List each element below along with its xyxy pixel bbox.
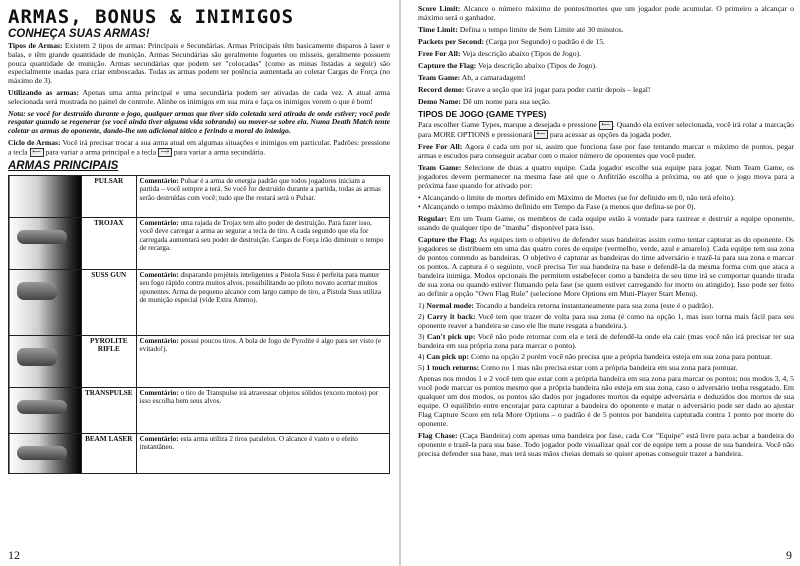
option-text: Ah, a camaradagem! bbox=[460, 73, 526, 82]
weapon-description bbox=[136, 269, 389, 335]
weapon-description bbox=[136, 433, 389, 473]
right-page bbox=[400, 0, 800, 566]
weapon-description-text: uma rajada de Trojax tem alto poder de destruição. Para fazer isso, você deve carregar a arma ao segurar a tecla de tiro. A cada segundo que ela for carregada aumentará seu poder de destruição. Cargas de Força irão diminuir o tempo de recarga. bbox=[139, 218, 384, 253]
option-line bbox=[418, 97, 794, 106]
option-line bbox=[418, 49, 794, 58]
team-game-paragraph bbox=[418, 163, 794, 190]
free-for-all-paragraph bbox=[418, 142, 794, 160]
using-weapons-paragraph bbox=[8, 89, 390, 107]
capture-the-flag-label: Capture the Flag: bbox=[418, 235, 477, 245]
weapon-image bbox=[9, 175, 82, 217]
key-icon: ⟵ bbox=[30, 148, 44, 157]
game-types-text-a: Para escolher Game Types, marque a desejada e pressione bbox=[418, 120, 599, 129]
option-text: Veja descrição abaixo (Tipos de Jogo). bbox=[460, 49, 582, 58]
comment-label: Comentário: bbox=[139, 336, 179, 345]
page-number: 12 bbox=[8, 548, 20, 562]
flag-chase-label: Flag Chase: bbox=[418, 431, 458, 441]
weapon-cycle-text-b: para variar a arma principal e a tecla bbox=[43, 147, 158, 157]
key-icon: ⟶ bbox=[158, 148, 172, 157]
mode-text: Você não pode retornar com ela e terá de defendê-la onde ela cair (mas você não irá precisar ter sua bandeira em sua própria zona para marcar o ponto). bbox=[418, 332, 795, 351]
mode-number: 4) bbox=[418, 352, 425, 362]
comment-label: Comentário: bbox=[139, 218, 179, 227]
mode-number: 3) bbox=[418, 332, 425, 342]
option-text: (Carga por Segundo) o padrão é de 15. bbox=[484, 37, 605, 46]
mode-label: 1 touch returns: bbox=[426, 363, 480, 373]
regular-label: Regular: bbox=[418, 214, 448, 224]
section-title: ARMAS PRINCIPAIS bbox=[8, 159, 119, 172]
weapon-row bbox=[9, 433, 390, 473]
option-label: Team Game: bbox=[418, 73, 461, 82]
weapon-cycle-text-a: Você irá precisar trocar a sua arma atual em algumas situações e inimigos em particular. Padrões: pressione a tecla bbox=[8, 137, 390, 157]
game-types-heading: TIPOS DE JOGO (GAME TYPES) bbox=[418, 109, 547, 119]
mode-text: Como na opção 2 porém você não precisa que a própria bandeira esteja em sua zona para pontuar. bbox=[469, 352, 772, 362]
weapon-row bbox=[9, 387, 390, 433]
option-label: Demo Name: bbox=[418, 97, 461, 106]
flag-chase-paragraph bbox=[418, 431, 794, 458]
option-line bbox=[418, 4, 794, 22]
list-item bbox=[418, 352, 794, 361]
weapon-description-text: o tiro de Transpulse irá atravessar objetos sólidos (exceto motos) por isso escolha bem seus alvos. bbox=[139, 388, 379, 406]
bullet-item: • Alcançando o limite de mortes definido em Máximo de Mortes (se for definido em 0, não terá efeito). bbox=[418, 193, 735, 203]
option-text: Alcance o número máximo de pontos/mortes que um jogador pode acumular. O primeiro a alcançar o máximo será o ganhador. bbox=[418, 4, 794, 22]
regular-text: Em um Team Game, os membros de cada equipe estão à vontade para rastrear e destruir a equipe oponente, usando de qualquer tipo de "manha" disponível para isso. bbox=[418, 214, 794, 233]
comment-label: Comentário: bbox=[139, 270, 179, 279]
weapon-row bbox=[9, 269, 390, 335]
comment-label: Comentário: bbox=[139, 434, 179, 443]
weapon-image bbox=[9, 217, 82, 269]
weapons-table bbox=[8, 175, 390, 474]
bullet-item: • Alcançando o tempo máximo definido em Tempo da Fase (a menos que defina-se por 0). bbox=[418, 202, 696, 212]
list-item bbox=[418, 312, 794, 330]
flag-chase-text: (Caça Bandeira) com apenas uma bandeira por fase, cada Cor "Equipe" está livre para achar a bandeira do oponente e trazê-la para sua base. Todo jogador pode visualizar qual cor de equipe tem a posse de sua bandeira. Você não precisa defender sua base, mas terá suas mãos cheias demais se quiser apenas conseguir trazer a bandeira. bbox=[418, 431, 794, 459]
weapon-types-paragraph bbox=[8, 42, 390, 86]
mode-text: Como no 1 mas não precisa estar com a própria bandeira em sua zona para pontuar. bbox=[479, 363, 738, 373]
game-types-intro bbox=[418, 120, 794, 139]
weapon-name: SUSS GUN bbox=[82, 269, 137, 335]
mode-number: 2) bbox=[418, 312, 425, 322]
weapon-description-text: esta arma utiliza 2 tiros paralelos. O alcance é vasto e o efeito instantâneo. bbox=[139, 434, 358, 452]
team-game-text: Selecione de duas a quatro equipe. Cada jogador escolhe sua equipe para jogar. Num Team Game, os jogadores devem permanecer na mesma fase até que o Anfitrião escolha a próxima, ou até que o jogo mova para a próxima fase quando for ativado por: bbox=[418, 163, 795, 191]
capture-the-flag-text: As equipes tem o objetivo de defender suas bandeiras assim como tentar capturar as do oponente. Os jogadores se distribuem em uma das quatro cores de equipe (vermelho, verde, azul e amarelo). Cada equipe tem sua zona de pontos contendo as bandeiras. O objetivo é capturar as bandeiras do time adversário e trazê-la para sua zona e marcar os pontos. A captura é o seguinte, você precisa Ter sua bandeira na base e defendê-la da mesma forma com que ataca a bandeira inimiga. Modos opcionais lhe permitem estabelecer como a bandeira de seu time irá se comportar quando tirada de sua zona ou quando estiver flutuando pela fase (se quem estiver carregando for morto ou atingido). Isso pode ser feito ao definir a opção "Own Flag Rule" (selecione More Options em Muti-Player Start Menu). bbox=[418, 235, 794, 299]
team-game-label: Team Game: bbox=[418, 163, 462, 173]
option-text: Grave a seção que irá jogar para poder curtir depois – legal! bbox=[464, 85, 651, 94]
transpulse-gun-image bbox=[17, 400, 67, 414]
option-label: Record demo: bbox=[418, 85, 465, 94]
option-text: Dê um nome para sua seção. bbox=[460, 97, 551, 106]
mode-text: Tocando a bandeira retorna instantaneamente para sua zona (este é o padrão). bbox=[473, 301, 714, 311]
comment-label: Comentário: bbox=[139, 176, 179, 185]
regular-paragraph bbox=[418, 214, 794, 232]
weapon-image bbox=[9, 433, 82, 473]
list-item bbox=[418, 301, 794, 310]
mode-label: Can't pick up: bbox=[426, 332, 476, 342]
weapon-name: TROJAX bbox=[82, 217, 137, 269]
weapon-image bbox=[9, 335, 82, 387]
option-line bbox=[418, 37, 794, 46]
weapon-image bbox=[9, 269, 82, 335]
mode-label: Can pick up: bbox=[426, 352, 470, 362]
option-label: Capture the Flag: bbox=[418, 61, 477, 70]
weapon-cycle-paragraph bbox=[8, 139, 390, 157]
weapon-description bbox=[136, 217, 389, 269]
option-label: Free For All: bbox=[418, 49, 461, 58]
trojax-gun-image bbox=[17, 230, 67, 244]
mode-number: 5) bbox=[418, 363, 425, 373]
mode-number: 1) bbox=[418, 301, 425, 311]
suss-gun-image bbox=[17, 282, 57, 300]
weapon-image bbox=[9, 387, 82, 433]
enter-key-icon: ⟵ bbox=[534, 130, 548, 139]
weapon-row bbox=[9, 217, 390, 269]
page-subtitle: CONHEÇA SUAS ARMAS! bbox=[8, 28, 150, 40]
capture-the-flag-paragraph bbox=[418, 235, 794, 298]
free-for-all-text: Agora é cada um por si, assim que funciona fase por fase tentando marcar o máximo de pontos, pegar armas e escudos para conseguir acabar com o maior número de oponentes que você puder. bbox=[418, 142, 794, 161]
weapon-cycle-text-c: para variar a arma secundária. bbox=[171, 147, 266, 157]
option-line bbox=[418, 73, 794, 82]
weapon-description-text: Pulsar é a arma de energia padrão que todos jogadores iniciam a partida – você sempre a terá. Se você for destruído durante a partida, todas as armas serão destruídas com você; tudo que lhe restará será o Pulsar. bbox=[139, 176, 381, 202]
weapon-description bbox=[136, 175, 389, 217]
page-number: 9 bbox=[786, 548, 792, 562]
comment-label: Comentário: bbox=[139, 388, 179, 397]
modes-note-paragraph: Apenas nos modos 1 e 2 você tem que estar com a própria bandeira em sua zona para marcar os pontos; nos modos 3, 4, 5 você pode marcar os pontos mesmo que a própria bandeira não esteja em sua zona, caso o adversário tenha resgatado. Em qualquer um dos modos, os pontos são dados por jogadores mortos da equipe adversária e deduzidos dos mortos de sua equipe. O equilíbrio entre encorajar para capturar a bandeira do oponente e matar o adversário pode ser dado ao ajustar Flag Capture Score em tela More Options – o padrão é de 5 pontos por bandeira capturada contra 1 ponto por morte do oponente. bbox=[418, 374, 794, 429]
weapon-description-text: disparando projéteis inteligentes a Pistola Suss é perfeita para manter seu fogo rápido contra muitos alvos, possibilitando ao piloto novato acertar muitos oponentes. Arma de pequeno alcance com largo campo de tiro, a Pistola Suss utiliza de munição especial (vide Extra Ammo). bbox=[139, 270, 382, 305]
using-weapons-label: Utilizando as armas: bbox=[8, 87, 80, 97]
weapon-name: PULSAR bbox=[82, 175, 137, 217]
page-title: ARMAS, BONUS & INIMIGOS bbox=[8, 6, 295, 28]
mode-text: Você tem que trazer de volta para sua zona (é como na opção 1, mas isso torna mais fácil para seu oponente reaver a bandeira se caso ele lhe mate resgata a bandeira.). bbox=[418, 312, 794, 331]
option-line bbox=[418, 61, 794, 70]
option-label: Score Limit: bbox=[418, 4, 461, 13]
game-types-text-b: . Quando ela estiver selecionada, você irá rolar a marcação para MORE OPTIONS e pressionará bbox=[418, 120, 794, 139]
flag-modes-list bbox=[418, 301, 794, 372]
weapon-types-label: Tipos de Armas: bbox=[8, 41, 63, 50]
weapon-name: BEAM LASER bbox=[82, 433, 137, 473]
weapon-types-text: Existem 2 tipos de armas: Principais e Secundárias. Armas Principais têm basicamente disparos à laser e balas, e têm grande quantidade de munição. Armas Secundárias são geralmente foguetes ou mísseis, geralmente possuem pouca quantidade de munição. Armas secundárias que podem ser "colocadas" (como as minas listadas a seguir) são especialmente usadas para criar emboscadas. Todas as armas podem ter potência aumentada ao coletar Cargas de Força (no máximo de 3). bbox=[8, 41, 390, 86]
free-for-all-label: Free For All: bbox=[418, 142, 463, 152]
list-item bbox=[418, 332, 794, 350]
option-text: Veja descrição abaixo (Tipos de Jogo). bbox=[476, 61, 598, 70]
game-types-text-c: para acessar as opções da jogada poder. bbox=[547, 129, 672, 139]
weapon-row bbox=[9, 335, 390, 387]
weapon-row bbox=[9, 175, 390, 217]
option-text: Defina o tempo limite de Sem Limite até 30 minutos. bbox=[457, 25, 624, 34]
list-item bbox=[418, 363, 794, 372]
weapon-description bbox=[136, 387, 389, 433]
enter-key-icon: ⟵ bbox=[599, 121, 613, 130]
note-paragraph: Nota: se você for destruído durante o jogo, qualquer armas que tiver sido coletada será atirada de onde estiver; você pode resgatar quando se regenerar (se você ainda tiver alguma vida sobrando) ou mover-se sobre ela. Numa Death Match tente coletar as armas do oponente, dando-lhe um adicional tático e ferindo a moral do inimigo. bbox=[8, 108, 390, 136]
weapon-name: TRANSPULSE bbox=[82, 387, 137, 433]
weapon-cycle-label: Ciclo de Armas: bbox=[8, 137, 61, 147]
weapon-description-text: possui poucos tiros. A bola de fogo de Pyrolite é algo para ser visto (e evitado!). bbox=[139, 336, 382, 354]
weapon-name: PYROLITE RIFLE bbox=[82, 335, 137, 387]
option-label: Packets per Second: bbox=[418, 37, 485, 46]
option-line bbox=[418, 85, 794, 94]
beam-laser-image bbox=[17, 446, 67, 460]
mode-label: Carry it back: bbox=[427, 312, 476, 322]
option-label: Time Limit: bbox=[418, 25, 458, 34]
option-line bbox=[418, 25, 794, 34]
pyrolite-rifle-image bbox=[17, 348, 57, 366]
using-weapons-text: Apenas uma arma principal e uma secundária podem ser ativadas de cada vez. A atual arma selecionada será mostrada no painel de controle. Alinhe os inimigos em sua mira e faça os inimigos verem o que é bom! bbox=[8, 87, 391, 106]
mode-label: Normal mode: bbox=[426, 301, 474, 311]
weapon-description bbox=[136, 335, 389, 387]
